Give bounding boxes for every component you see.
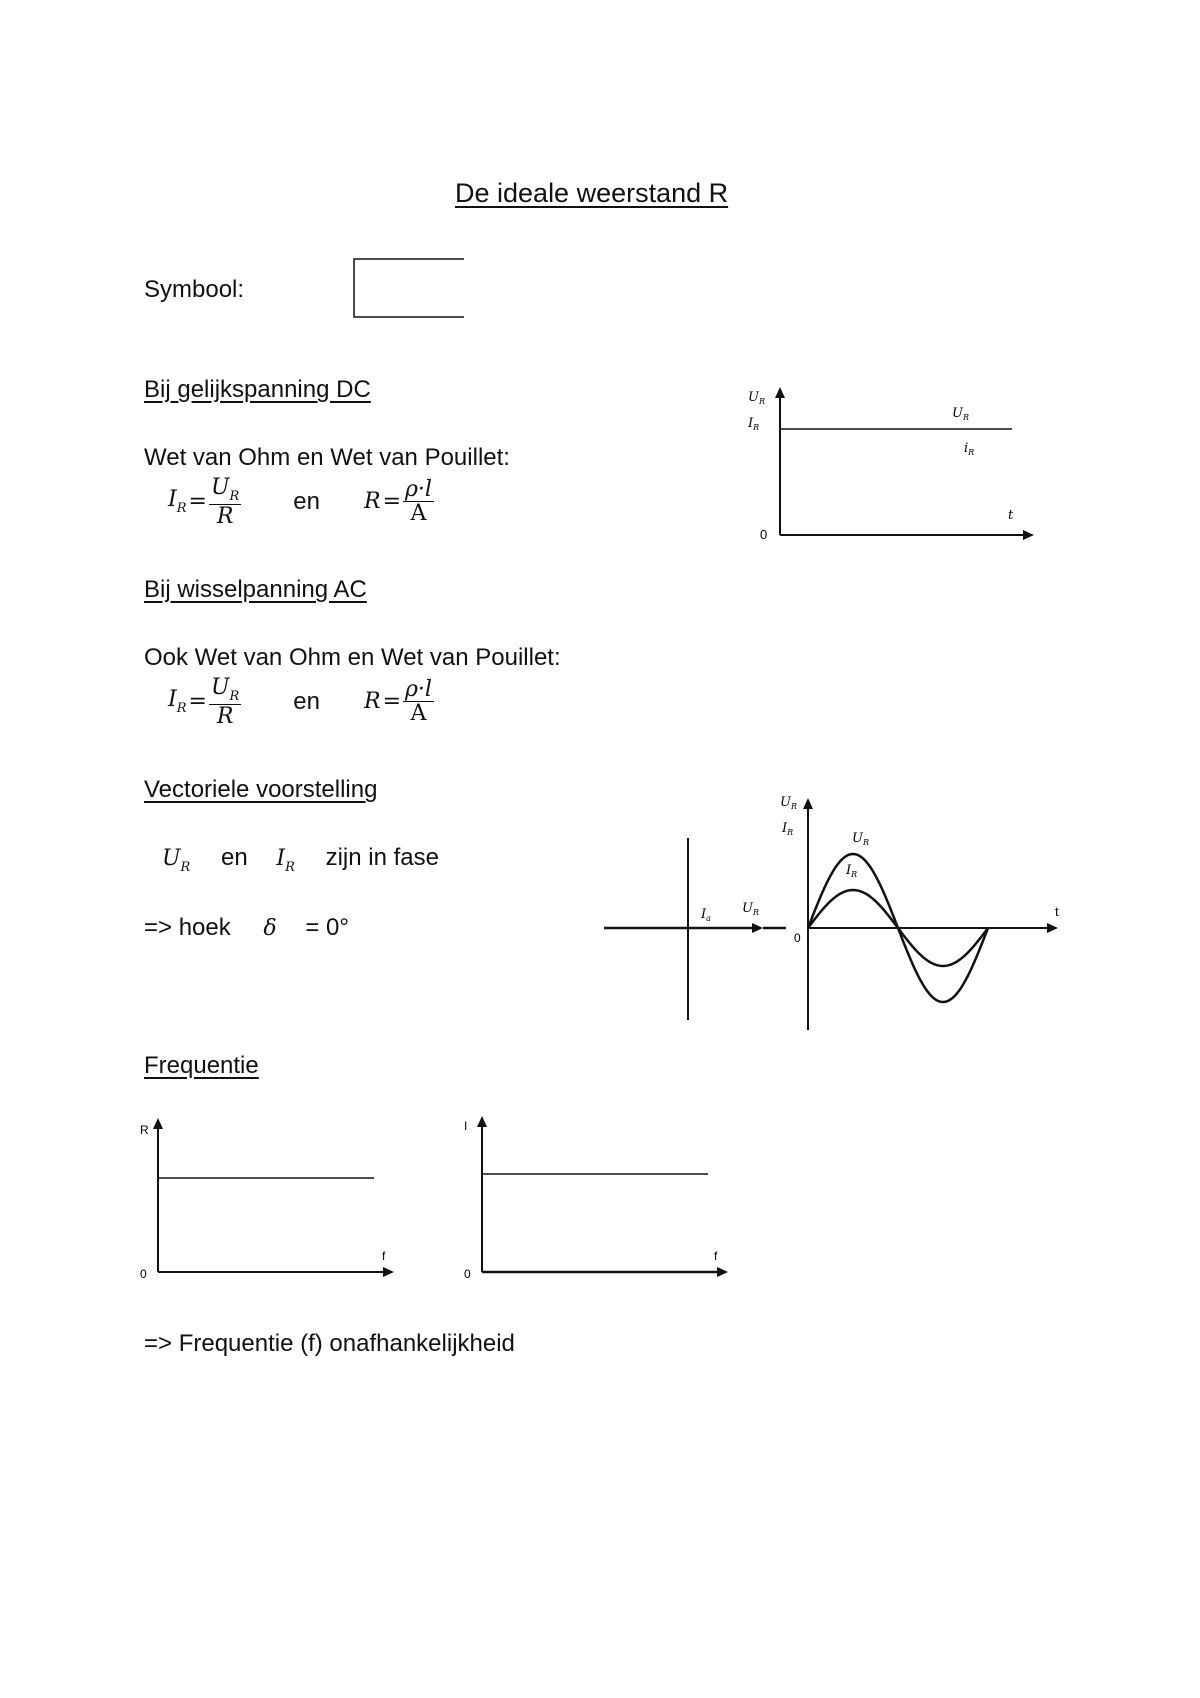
dc-formula-lhs: $I_R$ (168, 487, 187, 517)
ac-formula (168, 676, 434, 728)
angle-value: = 0° (305, 914, 349, 941)
frequency-graph-i-x-arrow (717, 1267, 728, 1277)
dc-law-text: Wet van Ohm en Wet van Pouillet: (144, 444, 510, 471)
frequency-graph-i-y-arrow (477, 1116, 487, 1127)
dc-graph-y-label-2: $I_R$ (748, 416, 760, 432)
dc-graph-x-arrow (1023, 530, 1034, 540)
frequency-graph-i-x-label: f (714, 1249, 718, 1263)
frequency-graph-i-y-label: I (464, 1119, 468, 1133)
phasor-label-ia: $I_a$ (701, 907, 711, 923)
dc-graph-x-label: t (1008, 508, 1014, 523)
page-title: De ideale weerstand R (455, 178, 729, 208)
angle-prefix: => hoek (144, 914, 231, 941)
angle-symbol: δ (263, 916, 277, 941)
ac-law-text: Ook Wet van Ohm en Wet van Pouillet: (144, 644, 561, 671)
dc-graph-axes (780, 395, 1025, 535)
ac-formula-lhs: $I_R$ (168, 687, 187, 717)
angle-statement (144, 914, 349, 942)
frequency-graph-i-origin: 0 (464, 1267, 471, 1281)
wave-x-arrow (1047, 923, 1058, 933)
wave-x-label: t (1055, 904, 1059, 919)
phase-rest: zijn in fase (325, 844, 439, 871)
ac-formula-eq-2: = (382, 689, 401, 715)
symbol-label: Symbool: (144, 276, 245, 303)
ac-heading: Bij wisselpanning AC (144, 576, 367, 603)
dc-formula-fraction-1: $\frac{U_R}{R}$ (210, 475, 240, 529)
frequency-graph-r-x-arrow (383, 1267, 394, 1277)
wave-curve-label-u: $U_R$ (852, 831, 869, 847)
phasor-label-ur: $U_R$ (742, 901, 759, 917)
dc-formula-eq: = (188, 489, 207, 515)
wave-y-label-1: $U_R$ (780, 795, 797, 811)
ac-formula-eq: = (188, 689, 207, 715)
resistor-symbol (352, 257, 472, 321)
dc-graph (740, 383, 1040, 553)
wave-y-arrow (803, 798, 813, 809)
frequency-graph-r-origin: 0 (140, 1267, 147, 1281)
ac-formula-fraction-2: $\frac{\rho\cdot l}{A}$ (405, 677, 432, 727)
phasor-vector-arrow (752, 923, 763, 933)
dc-graph-curve-label-1: $U_R$ (952, 406, 969, 422)
wave-origin: 0 (794, 931, 801, 945)
dc-graph-y-label-1: $U_R$ (748, 390, 765, 406)
ac-formula-fraction-1: $\frac{U_R}{R}$ (210, 675, 240, 729)
frequency-graph-r (134, 1112, 394, 1282)
phase-conj: en (221, 844, 248, 871)
frequency-graph-r-x-label: f (382, 1249, 386, 1263)
dc-formula-conj: en (293, 487, 320, 515)
phase-symbol-u: $U_R$ (162, 846, 191, 875)
frequency-conclusion: => Frequentie (f) onafhankelijkheid (144, 1330, 515, 1357)
dc-formula-eq-2: = (382, 489, 401, 515)
ac-formula-lhs-2: R (363, 689, 381, 715)
dc-graph-curve-label-2: $i_R$ (964, 441, 975, 457)
frequency-graph-i (456, 1112, 736, 1282)
wave-y-label-2: $I_R$ (782, 821, 794, 837)
vector-heading: Vectoriele voorstelling (144, 776, 378, 803)
frequency-graph-r-y-arrow (153, 1118, 163, 1129)
wave-curve-label-i: $I_R$ (846, 863, 858, 879)
dc-heading: Bij gelijkspanning DC (144, 376, 371, 403)
phase-symbol-i: $I_R$ (276, 846, 295, 875)
ac-formula-conj: en (293, 687, 320, 715)
dc-formula-lhs-2: R (363, 489, 381, 515)
dc-formula-fraction-2: $\frac{\rho\cdot l}{A}$ (405, 477, 432, 527)
dc-formula (168, 476, 434, 528)
phase-statement (162, 844, 439, 875)
phasor-wave-diagram (600, 790, 1070, 1040)
dc-graph-origin: 0 (760, 527, 768, 542)
dc-graph-y-arrow (775, 387, 785, 398)
frequency-heading: Frequentie (144, 1052, 259, 1079)
frequency-graph-r-y-label: R (140, 1123, 149, 1137)
